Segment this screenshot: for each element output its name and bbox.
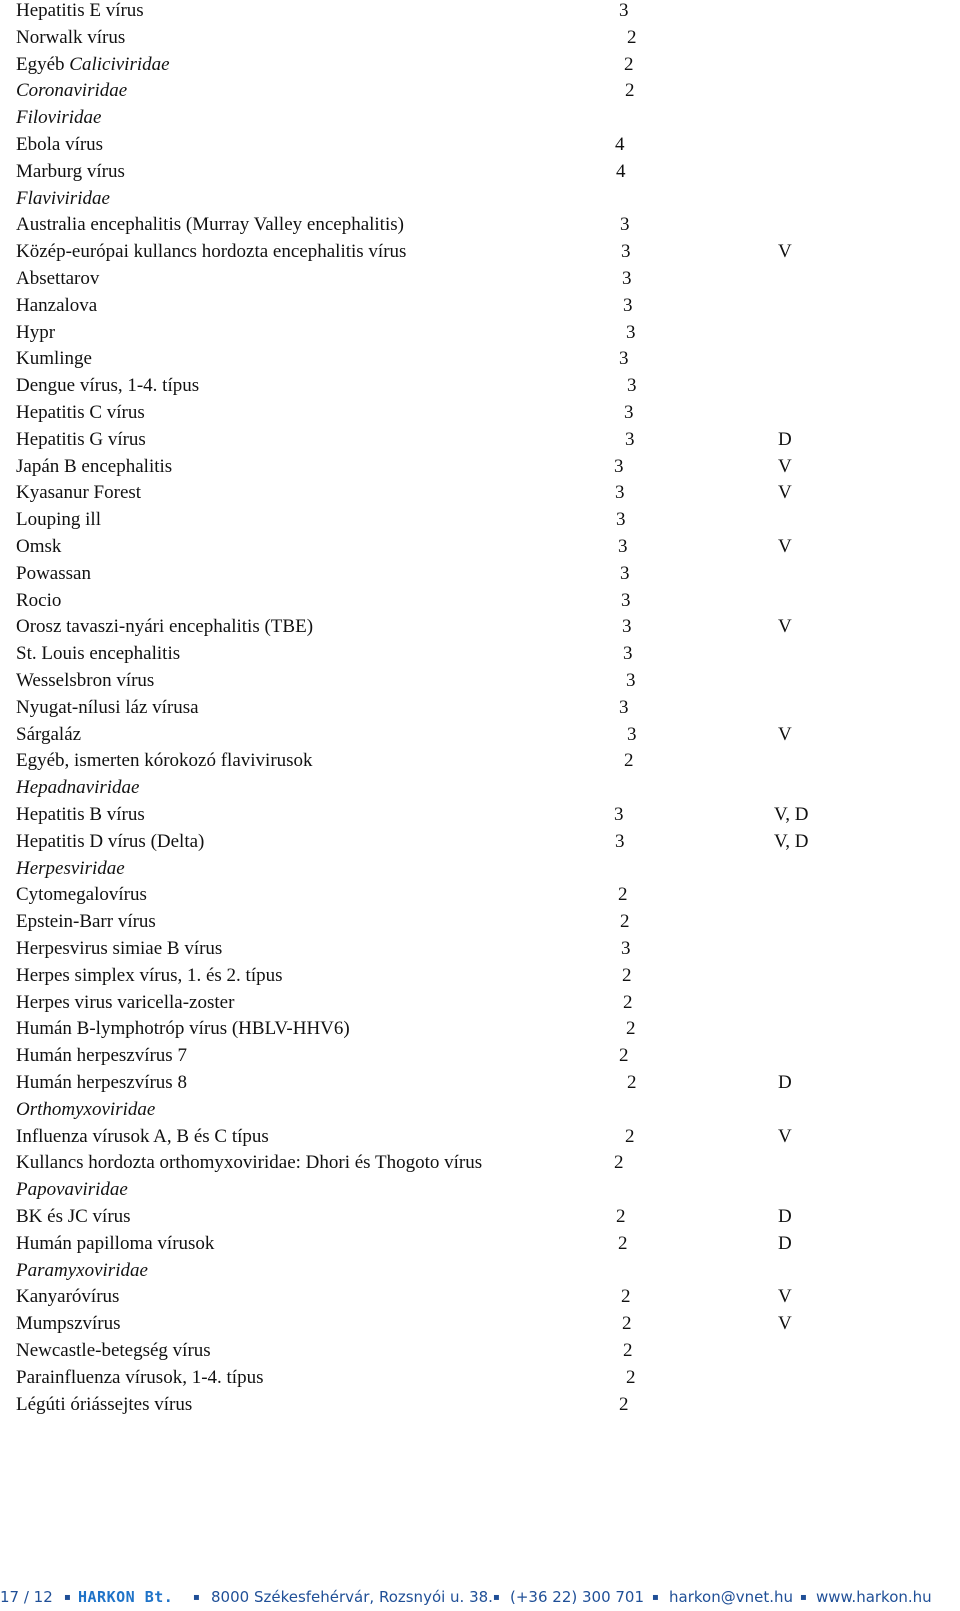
- risk-group: 2: [619, 1393, 629, 1415]
- risk-group: 3: [621, 938, 631, 959]
- virus-name: Louping ill: [16, 509, 101, 531]
- virus-name: BK és JC vírus: [16, 1206, 131, 1227]
- risk-group: 2: [623, 1340, 633, 1361]
- risk-group: 3: [621, 241, 631, 263]
- virus-name: Japán B encephalitis: [16, 455, 173, 477]
- virus-name: Dengue vírus, 1-4. típus: [16, 375, 200, 397]
- virus-name: Influenza vírusok A, B és C típus: [16, 1125, 269, 1147]
- risk-group: 2: [624, 53, 634, 75]
- virus-name: Humán papilloma vírusok: [16, 1232, 215, 1254]
- note-code: V: [778, 723, 792, 745]
- risk-group: 3: [620, 214, 630, 236]
- virus-name: Hanzalova: [16, 294, 98, 316]
- virus-name: Egyéb, ismerten kórokozó flavivirusok: [16, 750, 313, 772]
- note-code: V: [778, 1286, 792, 1308]
- virus-name-prefix: Egyéb: [16, 53, 70, 75]
- virus-name: St. Louis encephalitis: [16, 643, 181, 665]
- virus-name: Hepatitis E vírus: [16, 0, 144, 21]
- risk-group: 2: [623, 991, 633, 1013]
- virus-name: Epstein-Barr vírus: [16, 911, 156, 933]
- company-logo: HARKON Bt.: [78, 1588, 174, 1606]
- risk-group: 2: [626, 1018, 636, 1040]
- virus-name: Hypr: [16, 321, 56, 343]
- risk-group: 3: [624, 402, 634, 423]
- risk-group: 2: [625, 1125, 635, 1147]
- risk-group: 3: [621, 589, 631, 611]
- risk-group: 2: [622, 964, 632, 986]
- risk-group: 3: [622, 616, 632, 638]
- virus-name: Newcastle-betegség vírus: [16, 1340, 211, 1361]
- risk-group: 3: [625, 428, 635, 450]
- risk-group: 2: [625, 80, 635, 102]
- separator-icon: ▪: [193, 1592, 200, 1603]
- company-email[interactable]: harkon@vnet.hu: [669, 1588, 793, 1606]
- risk-group: 3: [619, 0, 629, 21]
- risk-group: 2: [618, 884, 628, 906]
- risk-group: 2: [620, 911, 630, 933]
- risk-group: 3: [619, 348, 629, 370]
- separator-icon: ▪: [493, 1592, 500, 1603]
- virus-name: Légúti óriássejtes vírus: [16, 1393, 193, 1415]
- risk-group: 3: [618, 536, 628, 557]
- virus-name: Humán herpeszvírus 8: [16, 1072, 187, 1093]
- virus-name: Nyugat-nílusi láz vírusa: [16, 696, 199, 718]
- virus-name: Kanyaróvírus: [16, 1286, 120, 1308]
- risk-group: 2: [624, 750, 634, 772]
- note-code: D: [778, 428, 792, 450]
- risk-group: 2: [619, 1045, 629, 1067]
- virus-name: Norwalk vírus: [16, 26, 126, 48]
- virus-name: Australia encephalitis (Murray Valley encephalitis): [16, 214, 404, 236]
- virus-name: Omsk: [16, 536, 62, 557]
- note-code: V: [778, 482, 792, 504]
- risk-group: 3: [627, 723, 637, 745]
- virus-name: Herpes virus varicella-zoster: [16, 991, 235, 1013]
- risk-group: 2: [614, 1152, 624, 1174]
- family-name: Flaviviridae: [16, 187, 110, 209]
- virus-name: Wesselsbron vírus: [16, 670, 155, 691]
- virus-name-family: Caliciviridae: [69, 53, 170, 75]
- risk-group: 3: [615, 830, 625, 852]
- virus-name: Közép-európai kullancs hordozta encephalitis vírus: [16, 241, 407, 263]
- risk-group: 3: [623, 294, 633, 316]
- family-name: Herpesviridae: [16, 857, 125, 879]
- note-code: D: [778, 1206, 792, 1227]
- note-code: V: [778, 241, 792, 263]
- risk-group: 3: [627, 375, 637, 397]
- virus-name: Ebola vírus: [16, 134, 104, 155]
- risk-group: 3: [626, 670, 636, 691]
- page-footer: [0, 1588, 960, 1608]
- virus-name: Kumlinge: [16, 348, 92, 370]
- family-name: Coronaviridae: [16, 80, 128, 102]
- risk-group: 3: [626, 321, 636, 343]
- virus-name: Marburg vírus: [16, 160, 125, 182]
- family-name: Orthomyxoviridae: [16, 1098, 156, 1120]
- note-code: D: [778, 1232, 792, 1254]
- note-code: V, D: [774, 804, 809, 825]
- risk-group: 3: [614, 455, 624, 477]
- note-code: V: [778, 1125, 792, 1147]
- virus-name: Mumpszvírus: [16, 1313, 121, 1335]
- risk-group: 3: [619, 696, 629, 718]
- virus-name: Humán B-lymphotróp vírus (HBLV-HHV6): [16, 1018, 350, 1040]
- virus-name: [16, 55, 170, 74]
- company-website[interactable]: www.harkon.hu: [816, 1588, 932, 1606]
- virus-name: Cytomegalovírus: [16, 884, 147, 906]
- virus-name: Hepatitis B vírus: [16, 804, 145, 825]
- virus-name: Herpesvirus simiae B vírus: [16, 938, 223, 959]
- risk-group: 2: [627, 1072, 637, 1093]
- virus-name: Kyasanur Forest: [16, 482, 142, 504]
- risk-group: 3: [615, 482, 625, 504]
- note-code: V, D: [774, 830, 809, 852]
- family-name: Papovaviridae: [16, 1179, 128, 1201]
- virus-name: Hepatitis G vírus: [16, 428, 146, 450]
- page-number: 17 / 12: [0, 1588, 53, 1606]
- risk-group: 2: [616, 1206, 626, 1227]
- note-code: V: [778, 1313, 792, 1335]
- risk-group: 2: [626, 1366, 636, 1388]
- virus-name: Kullancs hordozta orthomyxoviridae: Dhori és Thogoto vírus: [16, 1152, 483, 1174]
- separator-icon: ▪: [652, 1592, 659, 1603]
- virus-name: Absettarov: [16, 268, 100, 289]
- family-name: Hepadnaviridae: [16, 777, 140, 799]
- note-code: V: [778, 536, 792, 557]
- family-name: Paramyxoviridae: [16, 1259, 148, 1281]
- separator-icon: ▪: [64, 1592, 71, 1603]
- virus-name: Powassan: [16, 562, 91, 584]
- virus-name: Parainfluenza vírusok, 1-4. típus: [16, 1366, 264, 1388]
- risk-group: 2: [618, 1232, 628, 1254]
- virus-name: Rocio: [16, 589, 62, 611]
- virus-name: Hepatitis D vírus (Delta): [16, 830, 205, 852]
- note-code: D: [778, 1072, 792, 1093]
- risk-group: 3: [622, 268, 632, 289]
- virus-name: Sárgaláz: [16, 723, 82, 745]
- virus-name: Humán herpeszvírus 7: [16, 1045, 187, 1067]
- risk-group: 2: [627, 26, 637, 48]
- company-address: 8000 Székesfehérvár, Rozsnyói u. 38.: [211, 1588, 493, 1606]
- virus-name: Orosz tavaszi-nyári encephalitis (TBE): [16, 616, 314, 638]
- virus-name: Hepatitis C vírus: [16, 402, 145, 423]
- risk-group: 4: [615, 134, 625, 155]
- company-phone: (+36 22) 300 701: [510, 1588, 645, 1606]
- risk-group: 3: [616, 509, 626, 531]
- risk-group: 3: [620, 562, 630, 584]
- risk-group: 2: [622, 1313, 632, 1335]
- note-code: V: [778, 455, 792, 477]
- risk-group: 3: [614, 804, 624, 825]
- virus-name: Herpes simplex vírus, 1. és 2. típus: [16, 964, 283, 986]
- note-code: V: [778, 616, 792, 638]
- risk-group: 3: [623, 643, 633, 665]
- separator-icon: ▪: [800, 1592, 807, 1603]
- risk-group: 2: [621, 1286, 631, 1308]
- family-name: Filoviridae: [16, 107, 102, 129]
- risk-group: 4: [616, 160, 626, 182]
